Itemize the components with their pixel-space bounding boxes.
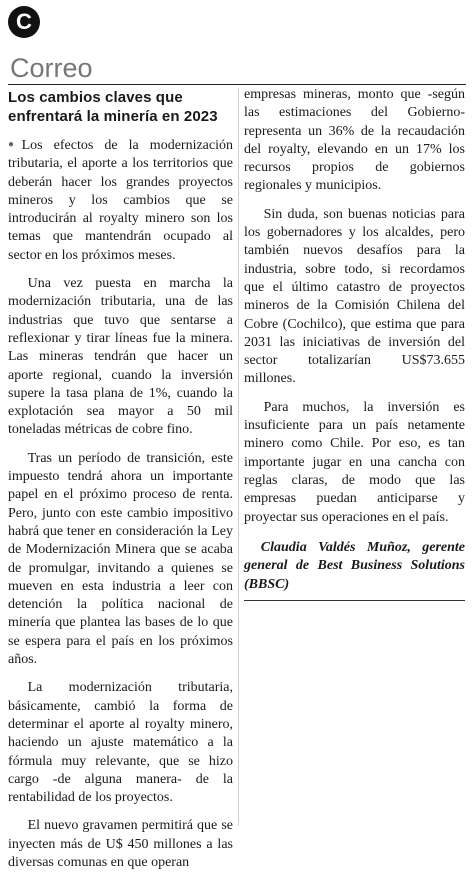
author-signature: Claudia Valdés Muñoz, gerente general de Best Business Solutions (BBSC) — [244, 539, 465, 592]
article-paragraph-5: El nuevo gravamen permitirá que se inyecten más de U$ 450 millones a las diversas comunas en que operan — [8, 818, 233, 870]
article-paragraph-1 — [8, 136, 233, 265]
article-left-column — [8, 86, 233, 882]
signature-rule — [244, 600, 465, 601]
article-paragraph-1-text: Los efectos de la modernización tributaria, el aporte a los territorios que deberán hacer los grandes proyectos mineros y los cambios que se introducirán al royalty minero son los temas que mantendrán ocupado al sector en los próximos meses. — [8, 138, 233, 263]
article-paragraph-2: Una vez puesta en marcha la modernización tributaria, una de las industrias que tuvo que sentarse a reflexionar y tirar líneas fue la minera. Las mineras tendrán que hacer un aporte regional, cuando la inversión supere la tasa plana de 1%, cuando la explotación sea mayor a 50 mil toneladas métricas de cobre fino. — [8, 276, 233, 438]
article-paragraph-6: Sin duda, son buenas noticias para los gobernadores y los alcaldes, pero también nuevos desafíos para la industria, sobre todo, si recordamos que el último catastro de proyectos mineros de la Comisión Chilena del Cobre (Cochilco), que estima que para 2031 las iniciativas de inversión del sector totalizarían US$73.655 millones. — [244, 206, 465, 387]
section-badge: C — [8, 6, 40, 38]
article-right-column — [244, 86, 465, 601]
section-title: Correo — [10, 53, 93, 83]
article-paragraph-5-continued: empresas mineras, monto que -según las estimaciones del Gobierno- representa un 36% de la recaudación del royalty, elevando en un 17% los recursos propios de gobiernos regionales y municipios. — [244, 87, 465, 194]
top-rule — [8, 84, 466, 85]
article-paragraph-3: Tras un período de transición, este impuesto tendrá ahora un importante papel en el próximo proceso de renta. Pero, junto con este cambio impositivo habrá que tener en consideración la Ley de Modernización Minera que se acaba de promulgar, invitando a quienes se mueven en esta industria a leer con detención la política nacional de minería que plantea las bases de lo que se espera para el país en los próximos años. — [8, 450, 233, 668]
article-headline: Los cambios claves que enfrentará la minería en 2023 — [8, 89, 218, 125]
article-paragraph-7: Para muchos, la inversión es insuficiente para un país netamente minero como Chile. Por eso, es tan importante jugar en una cancha con reglas claras, de modo que las empresas puedan anticiparse y proyectar sus operaciones en el país. — [244, 399, 465, 525]
article-paragraph-4: La modernización tributaria, básicamente, cambió la forma de determinar el aporte al royalty minero, haciendo un ajuste matemático a la fórmula muy relevante, que se hizo cargo -de alguna manera- de la rentabilidad de los proyectos. — [8, 680, 233, 806]
column-divider — [238, 88, 239, 826]
bullet-icon: ● — [8, 139, 22, 150]
